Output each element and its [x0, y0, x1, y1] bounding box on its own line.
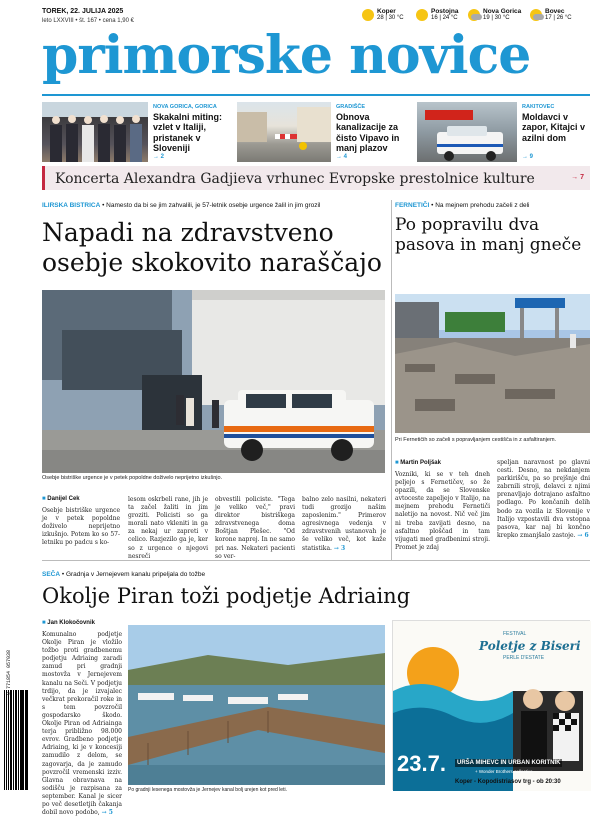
masthead-logo[interactable]: primorske novice: [42, 25, 531, 86]
lead-kicker: ILIRSKA BISTRICA • Namesto da bi se jim zahvalili, je 57-letnik osebje urgence žalil in jim grozil: [42, 202, 321, 209]
teaser-photo: [417, 102, 517, 162]
lead-page-ref: → 3: [333, 544, 346, 552]
sun-cloud-icon: [468, 9, 480, 21]
festival-ad[interactable]: [392, 620, 590, 790]
teaser-skakalni-miting[interactable]: [42, 102, 232, 162]
sun-icon: [362, 9, 374, 21]
teaser-page-ref: → 9: [522, 154, 534, 160]
weather-koper: Koper 28 | 30 °C: [362, 8, 404, 21]
side-headline[interactable]: Po popravilu dva pasova in manj gneče: [395, 215, 582, 256]
sun-cloud-icon: [530, 9, 542, 21]
hospital-ambulance-image: [42, 290, 385, 473]
ad-subtitle: PERLE D'ESTATE: [503, 655, 545, 661]
ad-venue: Koper - Kopodistriasov trg - ob 20:30: [455, 779, 561, 785]
ad-performer: URŠA MIHEVC IN URBAN KORITNIK: [457, 760, 561, 766]
ad-festival-label: FESTIVAL: [503, 631, 527, 637]
issue-info: leto LXXVIII • št. 167 • cena 1,90 €: [42, 18, 134, 24]
teaser-title: Obnova kanalizacije za čisto Vipavo in manj plazov: [336, 112, 400, 154]
side-photo: [395, 294, 590, 433]
banner-headline: Koncerta Alexandra Gadjieva vrhunec Evropske prestolnice kulture: [55, 171, 535, 187]
police-car-image: [417, 102, 517, 162]
roadworks-image: [237, 102, 331, 162]
banner-page-ref: → 7: [571, 174, 584, 181]
border-crossing-construction-image: [395, 294, 590, 433]
issue-date: TOREK, 22. JULIJA 2025: [42, 8, 124, 15]
side-page-ref: → 6: [577, 531, 589, 539]
third-byline: ■ Jan Klokočovnik: [42, 620, 95, 626]
weather-nova-gorica: Nova Gorica 19 | 30 °C: [468, 8, 521, 21]
barcode: [4, 690, 28, 790]
side-byline: ■ Martin Poljšak: [395, 460, 441, 466]
section-divider: [42, 560, 590, 561]
lead-photo: [42, 290, 385, 473]
ad-title: Poletje z Biseri: [479, 639, 581, 653]
teaser-photo: [42, 102, 148, 162]
masthead-rule: [42, 94, 590, 96]
column-divider: [391, 200, 392, 560]
weather-postojna: Postojna 16 | 24 °C: [416, 8, 458, 21]
side-column-2: speljan naravnost po glavni cesti. Desno, na nekdanjem parkirišču, pa so prejšnje dni zabrnili stroji, delavci z njimi prenavljajo dotrajano asfaltno podlago. Po končanih delih bodo za vozila iz Slovenije v Italijo vzpostavili dva vstopna pasova, kar naj bi končno krepko zmanjšalo zastoje. → 6: [497, 459, 590, 539]
lead-column-4: balno zelo nasilni, nekateri tudi grozijo našim zaposlenim." Primerov agresivnega vedenja v zdravstvenih ustanovah je še veliko več, kot kaže statistika. → 3: [302, 496, 386, 552]
third-page-ref: → 5: [101, 809, 113, 817]
teaser-title: Skakalni miting: vzlet v Italiji, pristanek v Sloveniji: [153, 112, 223, 154]
lead-headline[interactable]: Napadi na zdravstveno osebje skokovito naraščajo: [42, 218, 382, 277]
people-group-image: [42, 102, 148, 162]
lead-column-1: Osebje bistriške urgence je v petek popoldne doživelo neprijetno izkušnjo. Potem ko so 57-letniku po padcu s ko-: [42, 507, 120, 547]
lead-byline: ■ Danijel Cek: [42, 496, 80, 502]
third-photo: [128, 625, 385, 785]
barcode-number: 9 771854 057038: [6, 650, 12, 696]
side-kicker: FERNETIČI • Na mejnem prehodu začeli z deli: [395, 202, 530, 209]
teaser-kicker: RAKITOVEC: [522, 104, 555, 110]
teaser-page-ref: → 2: [153, 154, 165, 160]
teaser-strip: [42, 102, 590, 162]
canal-marina-image: [128, 625, 385, 785]
teaser-page-ref: → 4: [336, 154, 348, 160]
weather-bovec: Bovec 17 | 26 °C: [530, 8, 572, 21]
culture-banner[interactable]: [42, 166, 590, 190]
teaser-moldavci-v-zapor[interactable]: [417, 102, 590, 162]
side-caption: Pri Fernetičih so začeli s popravljanjem cestišča in z asfaltiranjem.: [395, 437, 557, 443]
ad-date: 23.7.: [397, 751, 446, 776]
lead-caption: Osebje bistriške urgence je v petek popoldne doživelo neprijetno izkušnjo.: [42, 475, 223, 481]
third-column: Komunalno podjetje Okolje Piran je vložilo tožbo proti gradbenemu podjetju Adriaing zaradi zamud pri gradnji mostovža v Jernejevem kanalu na Seči. V podjetju trdijo, da je izvajalec večkrat prekoračil roke in s tem povzročil gospodarsko škodo. Okolje Piran od Adriainga terja približno 98.000 evrov. Gradbeno podjetje Adriaing, ki je v koncesiji zamudilo z delom, se zagovarja, da je zamudo povzročil vremenski izziv. Glavna obravnava na sodišču je razpisana za september. Kanal je sicer po več desetletjih čakanja dobil novo podobo, → 5: [42, 631, 122, 817]
third-headline[interactable]: Okolje Piran toži podjetje Adriaing: [42, 584, 411, 608]
teaser-obnova-kanalizacije[interactable]: [237, 102, 413, 162]
side-column-1: Vozniki, ki se v teh dneh peljejo s Fernetičev, so že opazili, da se Slovenske avtoceste zapeljejo v Italijo, na mejnem prehodu Fernetiči naletijo na novost. Nič več jim ni treba zavijati desno, na asfaltno ploščad in tam vijugati med gradbenimi stroji. Promet je zdaj: [395, 471, 490, 551]
ad-performer-2: + Wonder Brothers collective: [475, 769, 533, 774]
third-kicker: SEČA • Gradnja v Jernejevem kanalu pripeljala do tožbe: [42, 571, 206, 578]
lead-column-2: lesom oskrbeli rane, jih je ta začel žaliti in jim groziti. Policisti so ga morali nato vkleniti in ga za nekaj ur zapreti v celico. Razjezilo ga je, ker so z urgence o njegovi nesreči: [128, 496, 208, 560]
teaser-photo: [237, 102, 331, 162]
teaser-title: Moldavci v zapor, Kitajci v azilni dom: [522, 112, 586, 143]
sun-icon: [416, 9, 428, 21]
third-caption: Po gradnji lesenega mostovža je Jernejev kanal bolj urejen kot pred leti.: [128, 787, 287, 793]
teaser-kicker: NOVA GORICA, GORICA: [153, 104, 217, 110]
lead-column-3: obvestili policiste. "Tega je veliko več," pravi direktor bistriškega zdravstvenega doma Boštjan Plešec. "Od korone naprej. In ne samo pri nas. Nekateri pacienti so ver-: [215, 496, 295, 560]
teaser-kicker: GRADIŠČE: [336, 104, 366, 110]
